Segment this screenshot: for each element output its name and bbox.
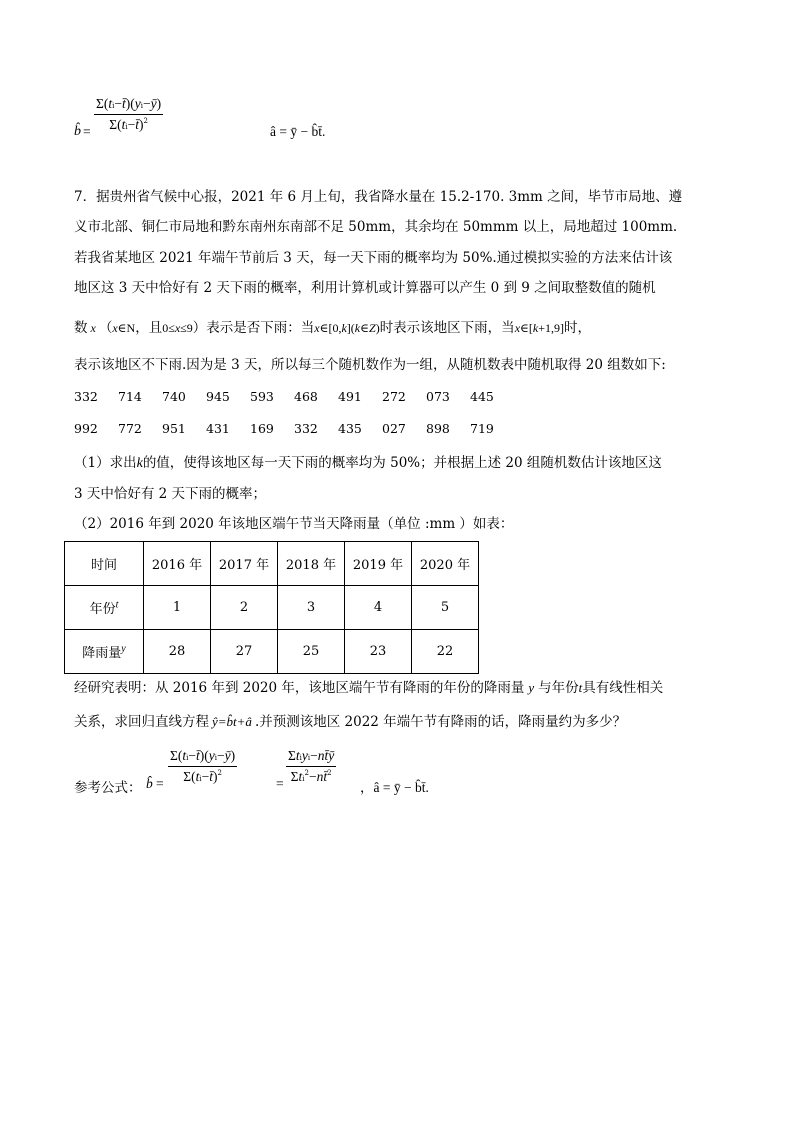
table-row-label-rain: 降雨量$^y$	[65, 630, 144, 674]
table-year-cell: 2016 年	[144, 542, 211, 586]
reference-tail: ，â = ȳ − b̂t̄.	[360, 780, 429, 795]
table-cell: 1	[144, 586, 211, 630]
problem-line-2: 义市北部、铜仁市局地和黔东南州东南部不足 50mm，其余均在 50mmm 以上，局地超过 100mm.	[74, 219, 678, 235]
question-1-line-2: 3 天中恰好有 2 天下雨的概率；	[74, 486, 267, 502]
table-year-cell: 2017 年	[211, 542, 278, 586]
reference-fraction-2: Σtiyi−nt̄ȳ Σti$^2$−nt̄$^2$	[288, 748, 335, 784]
problem-line-1: 7．据贵州省气候中心报，2021 年 6 月上旬，我省降水量在 15.2-170. 3mm 之间，毕节市局地、遵	[74, 189, 683, 205]
rainfall-table	[64, 541, 479, 674]
table-year-cell: 2018 年	[278, 542, 345, 586]
table-cell: 2	[211, 586, 278, 630]
top-fraction: $\frac{\Sigma(ti-t̄)(yi-ȳ)}{\Sigma(ti-t̄)^2}$	[96, 96, 162, 132]
a-hat-expr: â = ȳ − b̂t̄.	[270, 124, 326, 139]
after-table-line: 经研究表明：从 2016 年到 2020 年，该地区端午节有降雨的年份的降雨量 y 与年份t具有线性相关	[74, 680, 664, 696]
table-cell: 28	[144, 630, 211, 674]
reference-fraction-1: $\frac{\Sigma(ti-t̄)(yi-ȳ)}{\Sigma(ti-t̄)^2}$	[170, 748, 236, 784]
table-row	[65, 542, 479, 586]
b-hat-symbol: b̂	[74, 124, 81, 139]
question-1: （1）求出k的值，使得该地区每一天下雨的概率均为 50%；并根据上述 20 组随机数估计该地区这	[74, 455, 662, 471]
table-row-label-year: 年份$^t$	[65, 586, 144, 630]
random-numbers-row-2: 992 772 951 431 169 332 435 027 898 719	[74, 421, 494, 436]
regression-question-line: 关系，求回归直线方程 ŷ=b̂t+â .并预测该地区 2022 年端午节有降雨的话，降雨量约为多少？	[74, 714, 627, 730]
table-cell: 5	[412, 586, 479, 630]
table-row	[65, 586, 479, 630]
random-numbers-row-1: 332 714 740 945 593 468 491 272 073 445	[74, 389, 494, 404]
table-year-cell: 2020 年	[412, 542, 479, 586]
table-cell: 22	[412, 630, 479, 674]
table-cell: 27	[211, 630, 278, 674]
question-2: （2）2016 年到 2020 年该地区端午节当天降雨量（单位 :mm ）如表：	[74, 516, 514, 532]
table-cell: 3	[278, 586, 345, 630]
table-cell: 25	[278, 630, 345, 674]
reference-label: 参考公式：	[74, 780, 142, 796]
problem-line-5: 数 x （x∈N，且0≤x≤9）表示是否下雨：当x∈[0,k](k∈Z)时表示该地区下雨，当x∈[k+1,9]时，	[74, 320, 591, 336]
table-header-label: 时间	[65, 542, 144, 586]
table-year-cell: 2019 年	[345, 542, 412, 586]
table-cell: 4	[345, 586, 412, 630]
problem-line-3: 若我省某地区 2021 年端午节前后 3 天，每一天下雨的概率均为 50%.通过模拟实验的方法来估计该	[74, 250, 673, 266]
table-row	[65, 630, 479, 674]
problem-line-6: 表示该地区不下雨.因为是 3 天，所以每三个随机数作为一组，从随机数表中随机取得 20 组数如下:	[74, 357, 666, 373]
table-cell: 23	[345, 630, 412, 674]
problem-line-4: 地区这 3 天中恰好有 2 天下雨的概率，利用计算机或计算器可以产生 0 到 9 之间取整数值的随机	[74, 280, 656, 296]
